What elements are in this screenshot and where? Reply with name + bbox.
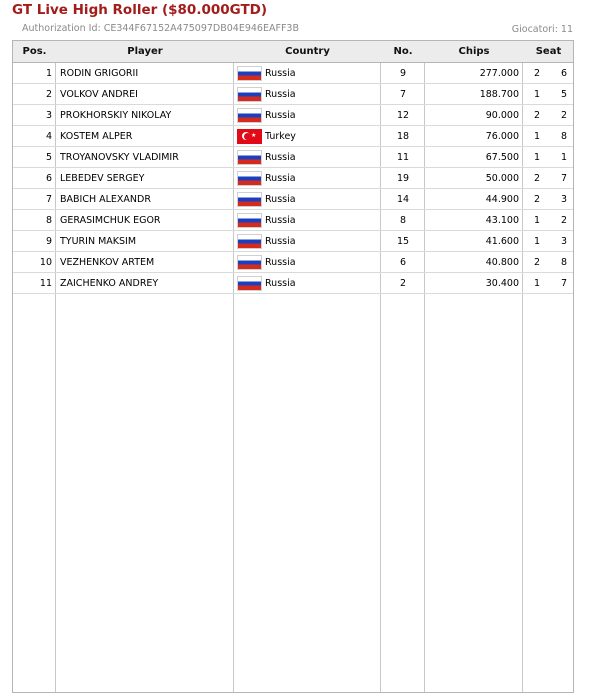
cell-seat (523, 84, 574, 105)
flag-turkey-icon: ★ (237, 129, 262, 144)
cell-chips: 43.100 (425, 210, 523, 231)
cell-country (234, 168, 381, 189)
cell-player: VEZHENKOV ARTEM (56, 252, 234, 273)
cell-no: 19 (381, 168, 425, 189)
seat-table: 2 (534, 109, 541, 121)
country-name: Russia (265, 67, 296, 79)
flag-russia-icon (237, 192, 262, 207)
cell-chips: 50.000 (425, 168, 523, 189)
cell-country (234, 126, 381, 147)
column-header-country[interactable]: Country (234, 41, 381, 63)
flag-russia-icon (237, 108, 262, 123)
country-name: Russia (265, 235, 296, 247)
table-row[interactable] (13, 231, 574, 252)
cell-chips: 76.000 (425, 126, 523, 147)
cell-chips: 90.000 (425, 105, 523, 126)
cell-pos: 11 (13, 273, 56, 294)
table-row[interactable] (13, 84, 574, 105)
country-name: Turkey (265, 130, 296, 142)
seat-number: 3 (560, 193, 567, 205)
flag-russia-icon (237, 171, 262, 186)
country-name: Russia (265, 214, 296, 226)
seat-number: 8 (560, 256, 567, 268)
cell-seat (523, 252, 574, 273)
cell-pos: 4 (13, 126, 56, 147)
cell-player: LEBEDEV SERGEY (56, 168, 234, 189)
seat-number: 2 (560, 109, 567, 121)
cell-country (234, 189, 381, 210)
cell-pos: 5 (13, 147, 56, 168)
country-name: Russia (265, 88, 296, 100)
column-header-seat[interactable]: Seat (523, 41, 574, 63)
cell-seat (523, 231, 574, 252)
table-row[interactable] (13, 105, 574, 126)
cell-seat (523, 126, 574, 147)
cell-player: GERASIMCHUK EGOR (56, 210, 234, 231)
cell-seat (523, 105, 574, 126)
cell-seat (523, 273, 574, 294)
flag-russia-icon (237, 276, 262, 291)
table-row[interactable] (13, 168, 574, 189)
flag-russia-icon (237, 150, 262, 165)
seat-table: 2 (534, 67, 541, 79)
cell-player: KOSTEM ALPER (56, 126, 234, 147)
cell-seat (523, 63, 574, 84)
flag-russia-icon (237, 234, 262, 249)
cell-country (234, 231, 381, 252)
page-title: GT Live High Roller ($80.000GTD) (12, 2, 268, 18)
seat-table: 1 (534, 235, 541, 247)
seat-number: 8 (560, 130, 567, 142)
cell-player: TROYANOVSKY VLADIMIR (56, 147, 234, 168)
cell-no: 12 (381, 105, 425, 126)
cell-player: BABICH ALEXANDR (56, 189, 234, 210)
seat-table: 1 (534, 151, 541, 163)
cell-chips: 30.400 (425, 273, 523, 294)
seat-table: 2 (534, 193, 541, 205)
cell-pos: 1 (13, 63, 56, 84)
country-name: Russia (265, 193, 296, 205)
cell-pos: 7 (13, 189, 56, 210)
cell-seat (523, 189, 574, 210)
cell-seat (523, 168, 574, 189)
flag-russia-icon (237, 213, 262, 228)
cell-pos: 3 (13, 105, 56, 126)
seat-number: 6 (560, 67, 567, 79)
cell-country (234, 273, 381, 294)
cell-country (234, 63, 381, 84)
cell-country (234, 84, 381, 105)
column-header-chips[interactable]: Chips (425, 41, 523, 63)
flag-russia-icon (237, 66, 262, 81)
cell-country (234, 252, 381, 273)
standings-table-panel (12, 40, 574, 693)
cell-chips: 277.000 (425, 63, 523, 84)
cell-pos: 6 (13, 168, 56, 189)
cell-chips: 67.500 (425, 147, 523, 168)
table-row[interactable] (13, 126, 574, 147)
cell-no: 6 (381, 252, 425, 273)
country-name: Russia (265, 256, 296, 268)
cell-country (234, 147, 381, 168)
country-name: Russia (265, 172, 296, 184)
seat-number: 3 (560, 235, 567, 247)
seat-table: 1 (534, 214, 541, 226)
seat-table: 1 (534, 277, 541, 289)
seat-number: 5 (560, 88, 567, 100)
cell-no: 14 (381, 189, 425, 210)
authorization-id: Authorization Id: CE344F67152A475097DB04E946EAFF3B (22, 23, 299, 34)
seat-table: 2 (534, 256, 541, 268)
cell-player: PROKHORSKIY NIKOLAY (56, 105, 234, 126)
standings-table (13, 41, 574, 294)
cell-no: 2 (381, 273, 425, 294)
country-name: Russia (265, 151, 296, 163)
table-row[interactable] (13, 273, 574, 294)
players-count: Giocatori: 11 (511, 24, 573, 35)
cell-no: 18 (381, 126, 425, 147)
cell-pos: 8 (13, 210, 56, 231)
table-row[interactable] (13, 210, 574, 231)
cell-player: ZAICHENKO ANDREY (56, 273, 234, 294)
column-header-pos[interactable]: Pos. (13, 41, 56, 63)
cell-country (234, 105, 381, 126)
cell-chips: 40.800 (425, 252, 523, 273)
cell-no: 15 (381, 231, 425, 252)
seat-table: 1 (534, 130, 541, 142)
flag-russia-icon (237, 255, 262, 270)
cell-player: RODIN GRIGORII (56, 63, 234, 84)
cell-country (234, 210, 381, 231)
seat-number: 1 (560, 151, 567, 163)
country-name: Russia (265, 277, 296, 289)
cell-pos: 10 (13, 252, 56, 273)
cell-seat (523, 210, 574, 231)
cell-no: 7 (381, 84, 425, 105)
seat-table: 1 (534, 88, 541, 100)
cell-no: 8 (381, 210, 425, 231)
table-header-row (13, 41, 574, 63)
seat-table: 2 (534, 172, 541, 184)
seat-number: 2 (560, 214, 567, 226)
flag-russia-icon (237, 87, 262, 102)
cell-pos: 2 (13, 84, 56, 105)
cell-player: TYURIN MAKSIM (56, 231, 234, 252)
cell-seat (523, 147, 574, 168)
column-header-player[interactable]: Player (56, 41, 234, 63)
seat-number: 7 (560, 277, 567, 289)
cell-chips: 44.900 (425, 189, 523, 210)
column-header-no[interactable]: No. (381, 41, 425, 63)
table-row[interactable] (13, 252, 574, 273)
seat-number: 7 (560, 172, 567, 184)
table-row[interactable] (13, 63, 574, 84)
cell-chips: 188.700 (425, 84, 523, 105)
cell-chips: 41.600 (425, 231, 523, 252)
country-name: Russia (265, 109, 296, 121)
table-row[interactable] (13, 189, 574, 210)
cell-no: 9 (381, 63, 425, 84)
table-body (13, 63, 574, 294)
cell-no: 11 (381, 147, 425, 168)
cell-pos: 9 (13, 231, 56, 252)
table-row[interactable] (13, 147, 574, 168)
cell-player: VOLKOV ANDREI (56, 84, 234, 105)
